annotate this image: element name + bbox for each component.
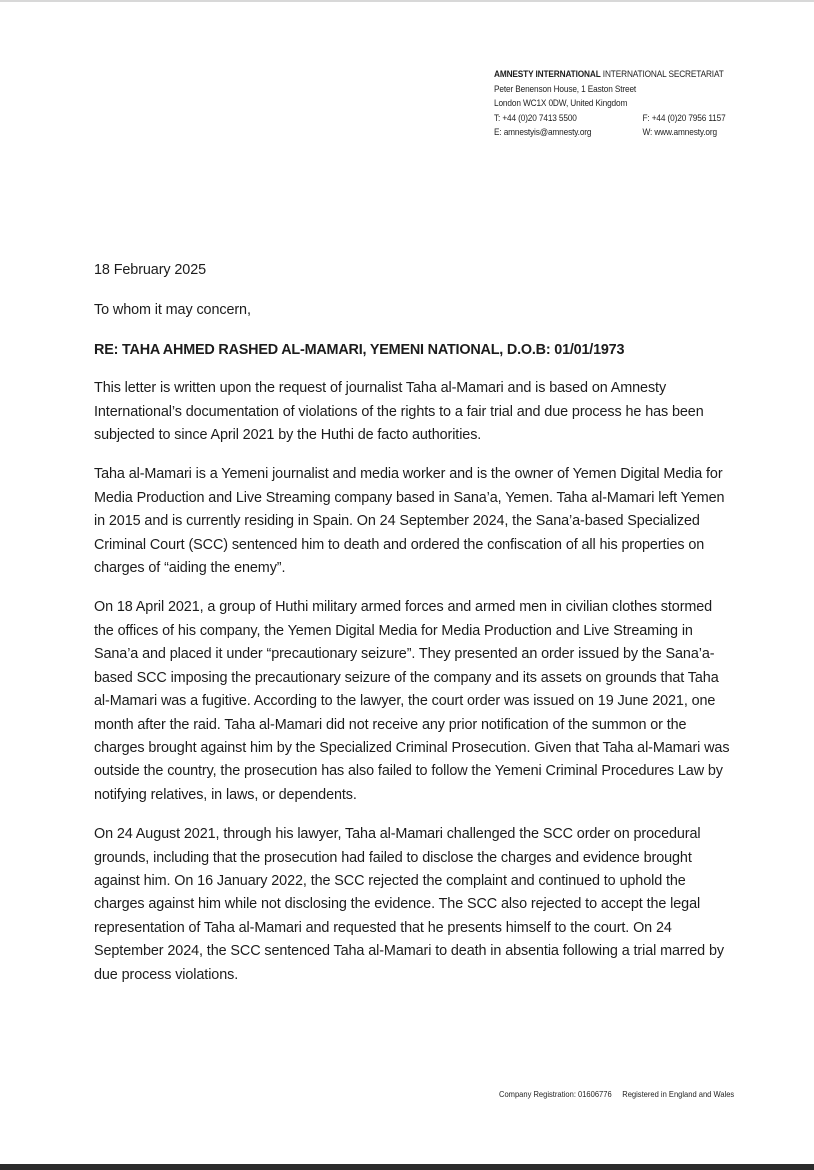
email: E: amnestyis@amnesty.org	[494, 127, 592, 138]
paragraph: Taha al-Mamari is a Yemeni journalist and media worker and is the owner of Yemen Digital Media for Media Production and Live Streaming company based in Sana’a, Yemen. Taha al-Mamari left Yemen in 2015 and is currently residing in Spain. On 24 September 2024, the Sana’a-based Specialized Criminal Court (SCC) sentenced him to death and ordered the confiscation of all his properties on charges of “aiding the enemy”.	[94, 466, 725, 577]
org-name: AMNESTY INTERNATIONAL	[494, 69, 601, 79]
contact-email-web	[494, 125, 764, 140]
paragraph: On 24 August 2021, through his lawyer, Taha al-Mamari challenged the SCC order on procedural grounds, including that the prosecution had failed to disclose the charges and evidence brought against him. On 16 January 2022, the SCC rejected the complaint and continued to uphold the charges against him while not disclosing the evidence. The SCC also rejected to accept the legal representation of Taha al-Mamari and requested that he presents himself to the court. On 24 September 2024, the SCC sentenced Taha al-Mamari to death in absentia following a trial marred by due process violations.	[94, 826, 724, 983]
address-line-1: Peter Benenson House, 1 Easton Street	[494, 83, 637, 94]
salutation: To whom it may concern,	[94, 302, 251, 319]
letter-date: 18 February 2025	[94, 262, 207, 278]
company-registration: Company Registration: 01606776	[499, 1089, 612, 1099]
letterhead	[494, 67, 764, 140]
registered-in: Registered in England and Wales	[622, 1089, 735, 1099]
address-line-2: London WC1X 0DW, United Kingdom	[494, 98, 628, 109]
telephone: T: +44 (0)20 7413 5500	[494, 112, 577, 123]
top-border	[0, 0, 814, 2]
bottom-border	[0, 1164, 814, 1170]
subject-line: RE: TAHA AHMED RASHED AL-MAMARI, YEMENI NATIONAL, D.O.B: 01/01/1973	[94, 341, 625, 358]
contact-phone-fax	[494, 111, 764, 126]
footer	[499, 1089, 734, 1099]
org-suffix: INTERNATIONAL SECRETARIAT	[600, 69, 724, 79]
paragraph: This letter is written upon the request of journalist Taha al-Mamari and is based on Amnesty International’s documentation of violations of the rights to a fair trial and due process he has been subjected to since April 2021 by the Huthi de facto authorities.	[94, 380, 704, 444]
letter-body	[94, 259, 734, 1003]
fax: F: +44 (0)20 7956 1157	[642, 112, 726, 123]
paragraph: On 18 April 2021, a group of Huthi military armed forces and armed men in civilian clothes stormed the offices of his company, the Yemen Digital Media for Media Production and Live Streaming in Sana’a and placed it under “precautionary seizure”. They presented an order issued by the Sana’a-based SCC imposing the precautionary seizure of the company and its assets on grounds that Taha al-Mamari was a fugitive. According to the lawyer, the court order was issued on 19 June 2021, one month after the raid. Taha al-Mamari did not receive any prior notification of the summon or the charges brought against him by the Specialized Criminal Prosecution. Given that Taha al-Mamari was outside the country, the prosecution has also failed to follow the Yemeni Criminal Procedures Law by notifying relatives, in laws, or dependents.	[94, 599, 730, 803]
letterhead-org-line	[494, 67, 764, 82]
website: W: www.amnesty.org	[642, 127, 717, 138]
